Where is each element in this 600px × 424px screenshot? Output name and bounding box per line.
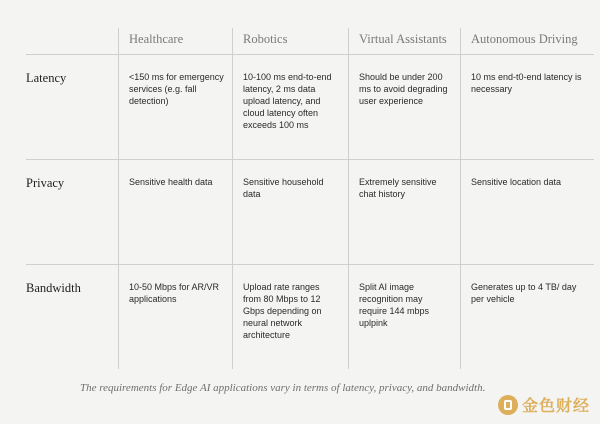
- table-cell: <150 ms for emergency services (e.g. fall detection): [118, 55, 232, 159]
- table-cell: Generates up to 4 TB/ day per vehicle: [460, 265, 594, 369]
- table-cell: 10 ms end-t0-end latency is necessary: [460, 55, 594, 159]
- table-row-privacy: [26, 160, 594, 265]
- table-cell: Extremely sensitive chat history: [348, 160, 460, 264]
- jinse-logo-icon: [498, 395, 518, 415]
- row-header-privacy: Privacy: [26, 176, 65, 190]
- table-row-bandwidth: [26, 265, 594, 369]
- table-cell: 10-50 Mbps for AR/VR applications: [118, 265, 232, 369]
- watermark: [498, 393, 590, 416]
- column-header-healthcare: Healthcare: [118, 28, 232, 54]
- table-cell: Upload rate ranges from 80 Mbps to 12 Gbps depending on neural network architecture: [232, 265, 348, 369]
- table-row-latency: [26, 55, 594, 160]
- table-header-row: [26, 28, 594, 55]
- row-header-bandwidth: Bandwidth: [26, 281, 81, 295]
- table-cell: Sensitive location data: [460, 160, 594, 264]
- column-header-autonomous-driving: Autonomous Driving: [460, 28, 594, 54]
- column-header-robotics: Robotics: [232, 28, 348, 54]
- requirements-table: [26, 28, 594, 369]
- column-header-virtual-assistants: Virtual Assistants: [348, 28, 460, 54]
- table-cell: Sensitive household data: [232, 160, 348, 264]
- watermark-text: 金色财经: [521, 398, 590, 415]
- table-cell: Should be under 200 ms to avoid degrading user experience: [348, 55, 460, 159]
- table-cell: 10-100 ms end-to-end latency, 2 ms data upload latency, and cloud latency often exceeds 100 ms: [232, 55, 348, 159]
- table-caption: The requirements for Edge AI applications vary in terms of latency, privacy, and bandwidth.: [80, 382, 486, 394]
- header-corner: [26, 28, 118, 54]
- table-cell: Split AI image recognition may require 144 mbps uplpink: [348, 265, 460, 369]
- row-header-latency: Latency: [26, 71, 67, 85]
- table-cell: Sensitive health data: [118, 160, 232, 264]
